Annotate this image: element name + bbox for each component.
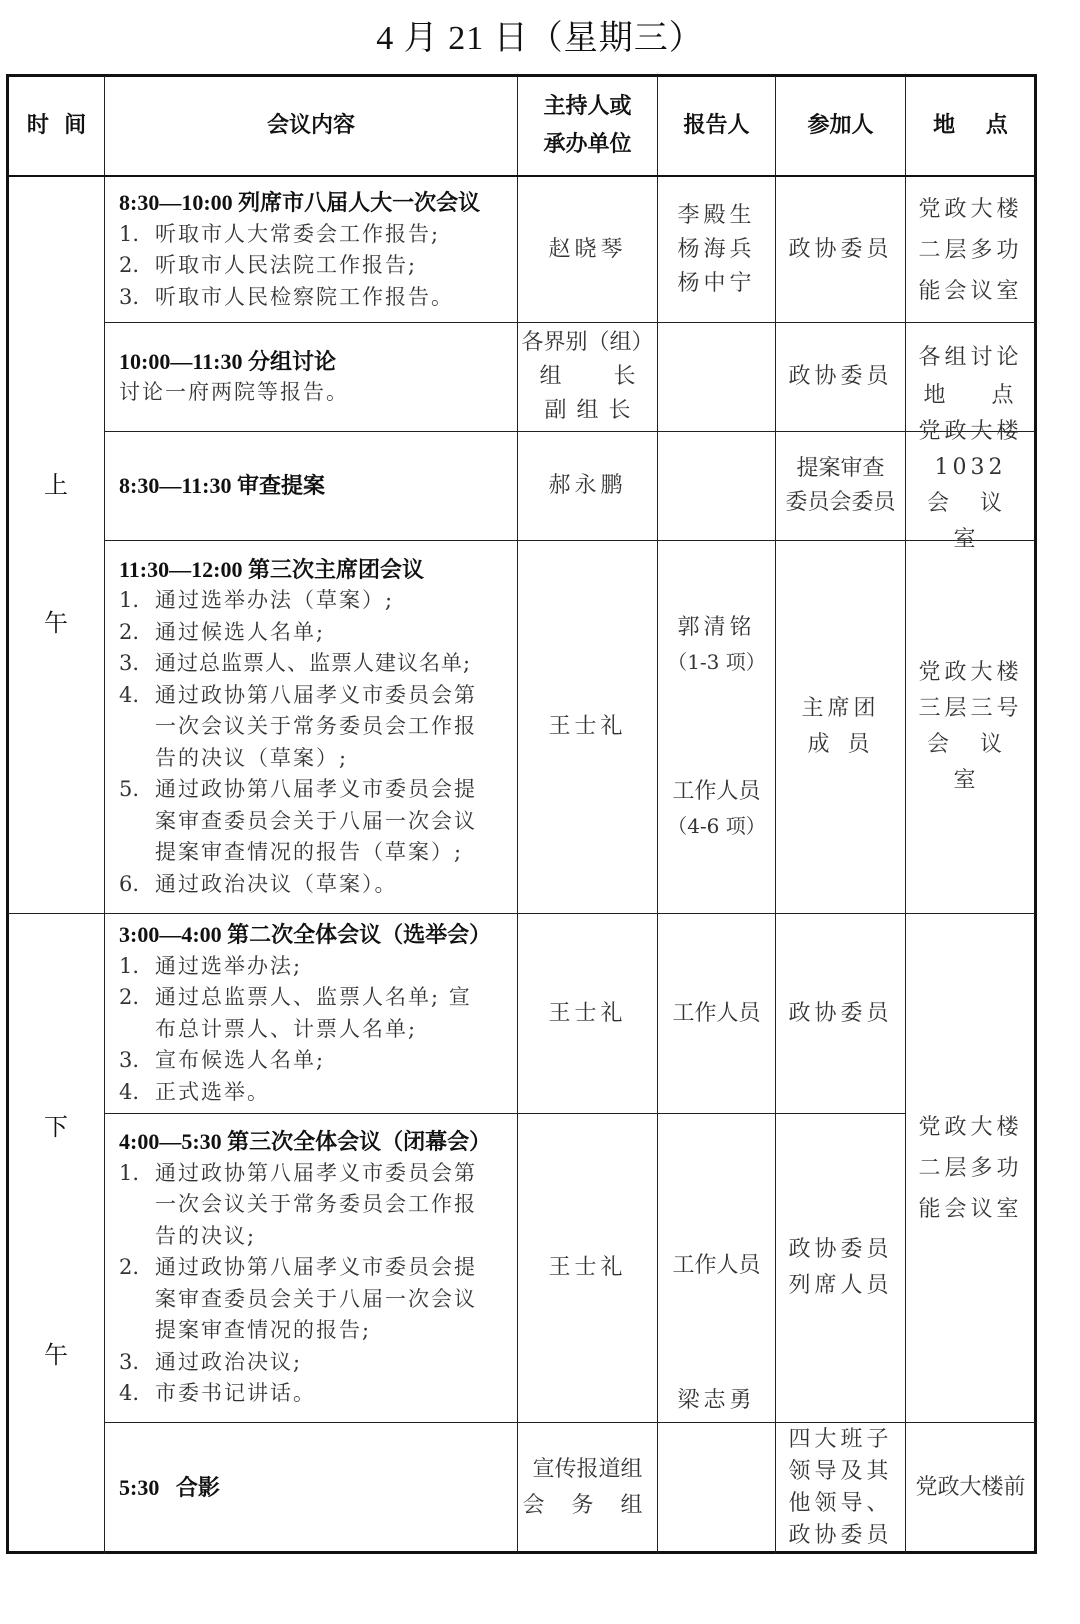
table-row-content xyxy=(105,323,517,431)
list-item xyxy=(119,1045,517,1077)
header-reporter-label: 报告人 xyxy=(683,113,750,138)
reporter-name: 李殿生 xyxy=(677,203,756,228)
item-text: 通过总监票人、监票人名单; 宣布总计票人、计票人名单; xyxy=(155,985,472,1041)
item-number: 2. xyxy=(119,1255,140,1280)
list-item xyxy=(119,219,517,251)
item-number: 1. xyxy=(119,221,140,246)
header-host xyxy=(518,77,657,175)
location-line xyxy=(924,377,1018,415)
list-item xyxy=(119,774,517,869)
reporter-cell-a xyxy=(658,1114,775,1422)
attendees-cell xyxy=(776,541,905,913)
header-location xyxy=(906,77,1035,175)
reporter-cell-empty xyxy=(658,432,775,540)
item-text: 通过候选人名单; xyxy=(155,619,326,644)
attendees-line: 四大班子 xyxy=(788,1427,893,1452)
item-number: 1. xyxy=(119,953,140,978)
location-cell xyxy=(906,541,1035,913)
location-line: 三层三号 xyxy=(918,696,1023,721)
host-cell xyxy=(518,1423,657,1553)
location-line: 党政大楼前 xyxy=(915,1475,1026,1500)
item-number: 1. xyxy=(119,1160,140,1185)
location-cell xyxy=(906,419,1035,552)
table-row-content xyxy=(105,914,517,1113)
table-row-content xyxy=(105,1114,517,1422)
list-item xyxy=(119,680,517,775)
host-char: 副 xyxy=(544,398,567,423)
session-title: 11:30—12:00 第三次主席团会议 xyxy=(119,556,424,582)
reporter-cell-b xyxy=(658,1383,775,1419)
location-cell-shared xyxy=(906,914,1035,1422)
item-number: 4. xyxy=(119,682,140,707)
list-item xyxy=(119,617,517,649)
item-number: 3. xyxy=(119,1349,140,1374)
item-text: 通过政治决议; xyxy=(155,1349,303,1374)
reporter-name: 工作人员 xyxy=(672,1000,761,1026)
host-line xyxy=(545,394,631,428)
host-name: 赵晓琴 xyxy=(548,237,627,262)
location-line: 会 议 室 xyxy=(927,491,1014,552)
host-line: 宣传报道组 xyxy=(532,1457,643,1482)
location-line: 党政大楼 xyxy=(918,196,1023,222)
host-line: 各界别（组） xyxy=(521,330,654,355)
item-text: 通过总监票人、监票人建议名单; xyxy=(155,651,472,676)
attendees-cell xyxy=(776,323,905,431)
header-host-line2: 承办单位 xyxy=(543,132,632,157)
table-row-content xyxy=(105,1423,517,1553)
location-line: 党政大楼 xyxy=(918,419,1023,444)
reporter-scope: （1-3 项） xyxy=(667,650,766,674)
header-content xyxy=(105,77,517,175)
page-title: 4 月 21 日（星期三） xyxy=(376,20,704,57)
item-text: 通过政协第八届孝义市委员会第一次会议关于常务委员会工作报告的决议; xyxy=(155,1160,477,1248)
attendees-line: 他领导、 xyxy=(788,1491,893,1516)
item-number: 4. xyxy=(119,1079,140,1104)
session-title: 8:30—11:30 审查提案 xyxy=(119,473,325,499)
location-line: 会 议 室 xyxy=(927,732,1014,793)
host-name: 王士礼 xyxy=(548,1255,627,1280)
attendees-line xyxy=(808,727,874,763)
host-name: 王士礼 xyxy=(548,1000,627,1026)
item-text: 通过政协第八届孝义市委员会第一次会议关于常务委员会工作报告的决议（草案）; xyxy=(155,682,477,770)
host-name: 王士礼 xyxy=(548,714,627,739)
period-morning-1: 上 xyxy=(44,471,68,499)
session-title: 8:30—10:00 列席市八届人大一次会议 xyxy=(119,190,481,215)
table-row-content xyxy=(105,541,517,913)
reporter-cell-empty xyxy=(658,323,775,431)
attendees-cell xyxy=(776,1114,905,1422)
reporter-name: 杨海兵 xyxy=(677,237,756,262)
attendees-text: 政协委员 xyxy=(788,1000,893,1026)
attendees-cell xyxy=(776,432,905,540)
host-line xyxy=(540,360,636,394)
item-number: 2. xyxy=(119,985,140,1009)
list-item xyxy=(119,585,517,617)
table-row-content xyxy=(105,178,517,322)
host-char: 组 xyxy=(539,364,562,389)
item-number: 5. xyxy=(119,777,140,802)
location-line: 1032 xyxy=(934,455,1007,480)
host-line: 会 务 组 xyxy=(522,1493,653,1518)
attendees-line: 提案审查 xyxy=(796,456,885,481)
header-content-label: 会议内容 xyxy=(266,113,355,138)
location-cell xyxy=(906,178,1035,322)
host-cell xyxy=(518,178,657,322)
host-cell xyxy=(518,541,657,913)
host-cell xyxy=(518,323,657,431)
item-text: 通过政协第八届孝义市委员会提案审查委员会关于八届一次会议提案审查情况的报告; xyxy=(155,1255,477,1343)
location-line: 各组讨论 xyxy=(918,345,1023,370)
location-line: 能会议室 xyxy=(918,278,1023,304)
location-line: 党政大楼 xyxy=(918,660,1023,685)
host-cell xyxy=(518,1114,657,1422)
list-item xyxy=(119,648,517,680)
attendees-text: 政协委员 xyxy=(788,237,893,262)
item-number: 3. xyxy=(119,1048,140,1072)
item-number: 4. xyxy=(119,1381,140,1406)
item-text: 听取市人大常委会工作报告; xyxy=(155,221,441,246)
host-name: 郝永鹏 xyxy=(548,473,627,498)
header-host-line1: 主持人或 xyxy=(543,94,632,119)
item-text: 正式选举。 xyxy=(155,1079,270,1104)
location-cell xyxy=(906,1423,1035,1553)
item-text: 通过政治决议（草案）。 xyxy=(155,871,398,896)
period-afternoon-1: 下 xyxy=(44,1113,68,1141)
header-time xyxy=(9,77,104,175)
host-char: 长 xyxy=(608,398,631,423)
item-text: 通过选举办法; xyxy=(155,953,303,978)
session-description: 讨论一府两院等报告。 xyxy=(119,380,349,404)
list-item xyxy=(119,951,517,983)
attendees-char: 员 xyxy=(847,732,874,757)
reporter-name: 杨中宁 xyxy=(677,271,756,296)
location-line: 二层多功 xyxy=(918,237,1023,263)
attendees-cell xyxy=(776,914,905,1113)
list-item xyxy=(119,1158,517,1253)
session-title: 4:00—5:30 第三次全体会议（闭幕会） xyxy=(119,1129,492,1155)
item-number: 3. xyxy=(119,284,140,309)
table-row-content xyxy=(105,432,517,540)
list-item xyxy=(119,1252,517,1347)
attendees-char: 成 xyxy=(807,732,834,757)
attendees-line: 政协委员 xyxy=(788,1237,893,1262)
host-char: 长 xyxy=(613,364,636,389)
list-item xyxy=(119,1378,517,1410)
period-morning-2: 午 xyxy=(44,609,68,637)
location-char: 地 xyxy=(923,383,950,408)
reporter-cell xyxy=(658,914,775,1113)
reporter-cell-empty xyxy=(658,1423,775,1553)
reporter-name: 工作人员 xyxy=(672,779,761,804)
reporter-name: 郭清铭 xyxy=(677,615,756,640)
item-text: 听取市人民法院工作报告; xyxy=(155,253,418,277)
header-attendees xyxy=(776,77,905,175)
attendees-line: 主席团 xyxy=(801,696,880,721)
header-divider xyxy=(6,175,1037,177)
period-afternoon-2: 午 xyxy=(44,1341,68,1369)
reporter-cell-b xyxy=(658,774,775,844)
item-text: 听取市人民检察院工作报告。 xyxy=(155,284,454,309)
attendees-line: 领导及其 xyxy=(788,1459,893,1484)
attendees-cell xyxy=(776,178,905,322)
item-number: 1. xyxy=(119,588,140,613)
header-location-label: 地 点 xyxy=(933,113,1008,138)
reporter-scope: （4-6 项） xyxy=(667,814,766,838)
location-line: 能会议室 xyxy=(918,1196,1023,1222)
attendees-text: 政协委员 xyxy=(788,364,893,389)
location-line: 二层多功 xyxy=(918,1155,1023,1181)
reporter-name: 工作人员 xyxy=(672,1253,761,1278)
attendees-line: 政协委员 xyxy=(788,1523,893,1548)
list-item xyxy=(119,250,517,282)
reporter-cell-a xyxy=(658,610,775,680)
list-item xyxy=(119,1347,517,1379)
list-item xyxy=(119,982,517,1045)
item-number: 2. xyxy=(119,253,140,277)
session-title: 10:00—11:30 分组讨论 xyxy=(119,348,336,374)
attendees-line: 列席人员 xyxy=(788,1273,893,1298)
host-cell xyxy=(518,432,657,540)
session-title: 5:30 合影 xyxy=(119,1475,220,1501)
location-line: 党政大楼 xyxy=(918,1114,1023,1140)
item-text: 宣布候选人名单; xyxy=(155,1048,326,1072)
host-char: 组 xyxy=(576,398,599,423)
item-text: 通过政协第八届孝义市委员会提案审查委员会关于八届一次会议提案审查情况的报告（草案）; xyxy=(155,777,477,865)
reporter-name: 梁志勇 xyxy=(677,1388,756,1413)
item-number: 6. xyxy=(119,871,140,896)
item-number: 2. xyxy=(119,619,140,644)
reporter-cell xyxy=(658,178,775,322)
header-reporter xyxy=(658,77,775,175)
attendees-line: 委员会委员 xyxy=(785,490,896,515)
item-text: 市委书记讲话。 xyxy=(155,1381,316,1406)
header-time-label: 时 间 xyxy=(26,113,87,138)
attendees-cell xyxy=(776,1423,905,1553)
item-number: 3. xyxy=(119,651,140,676)
list-item xyxy=(119,869,517,901)
location-char: 点 xyxy=(991,383,1018,408)
header-attendees-label: 参加人 xyxy=(807,113,874,138)
list-item xyxy=(119,282,517,314)
session-title: 3:00—4:00 第二次全体会议（选举会） xyxy=(119,922,492,947)
item-text: 通过选举办法（草案）; xyxy=(155,588,395,613)
list-item xyxy=(119,1077,517,1109)
host-cell xyxy=(518,914,657,1113)
